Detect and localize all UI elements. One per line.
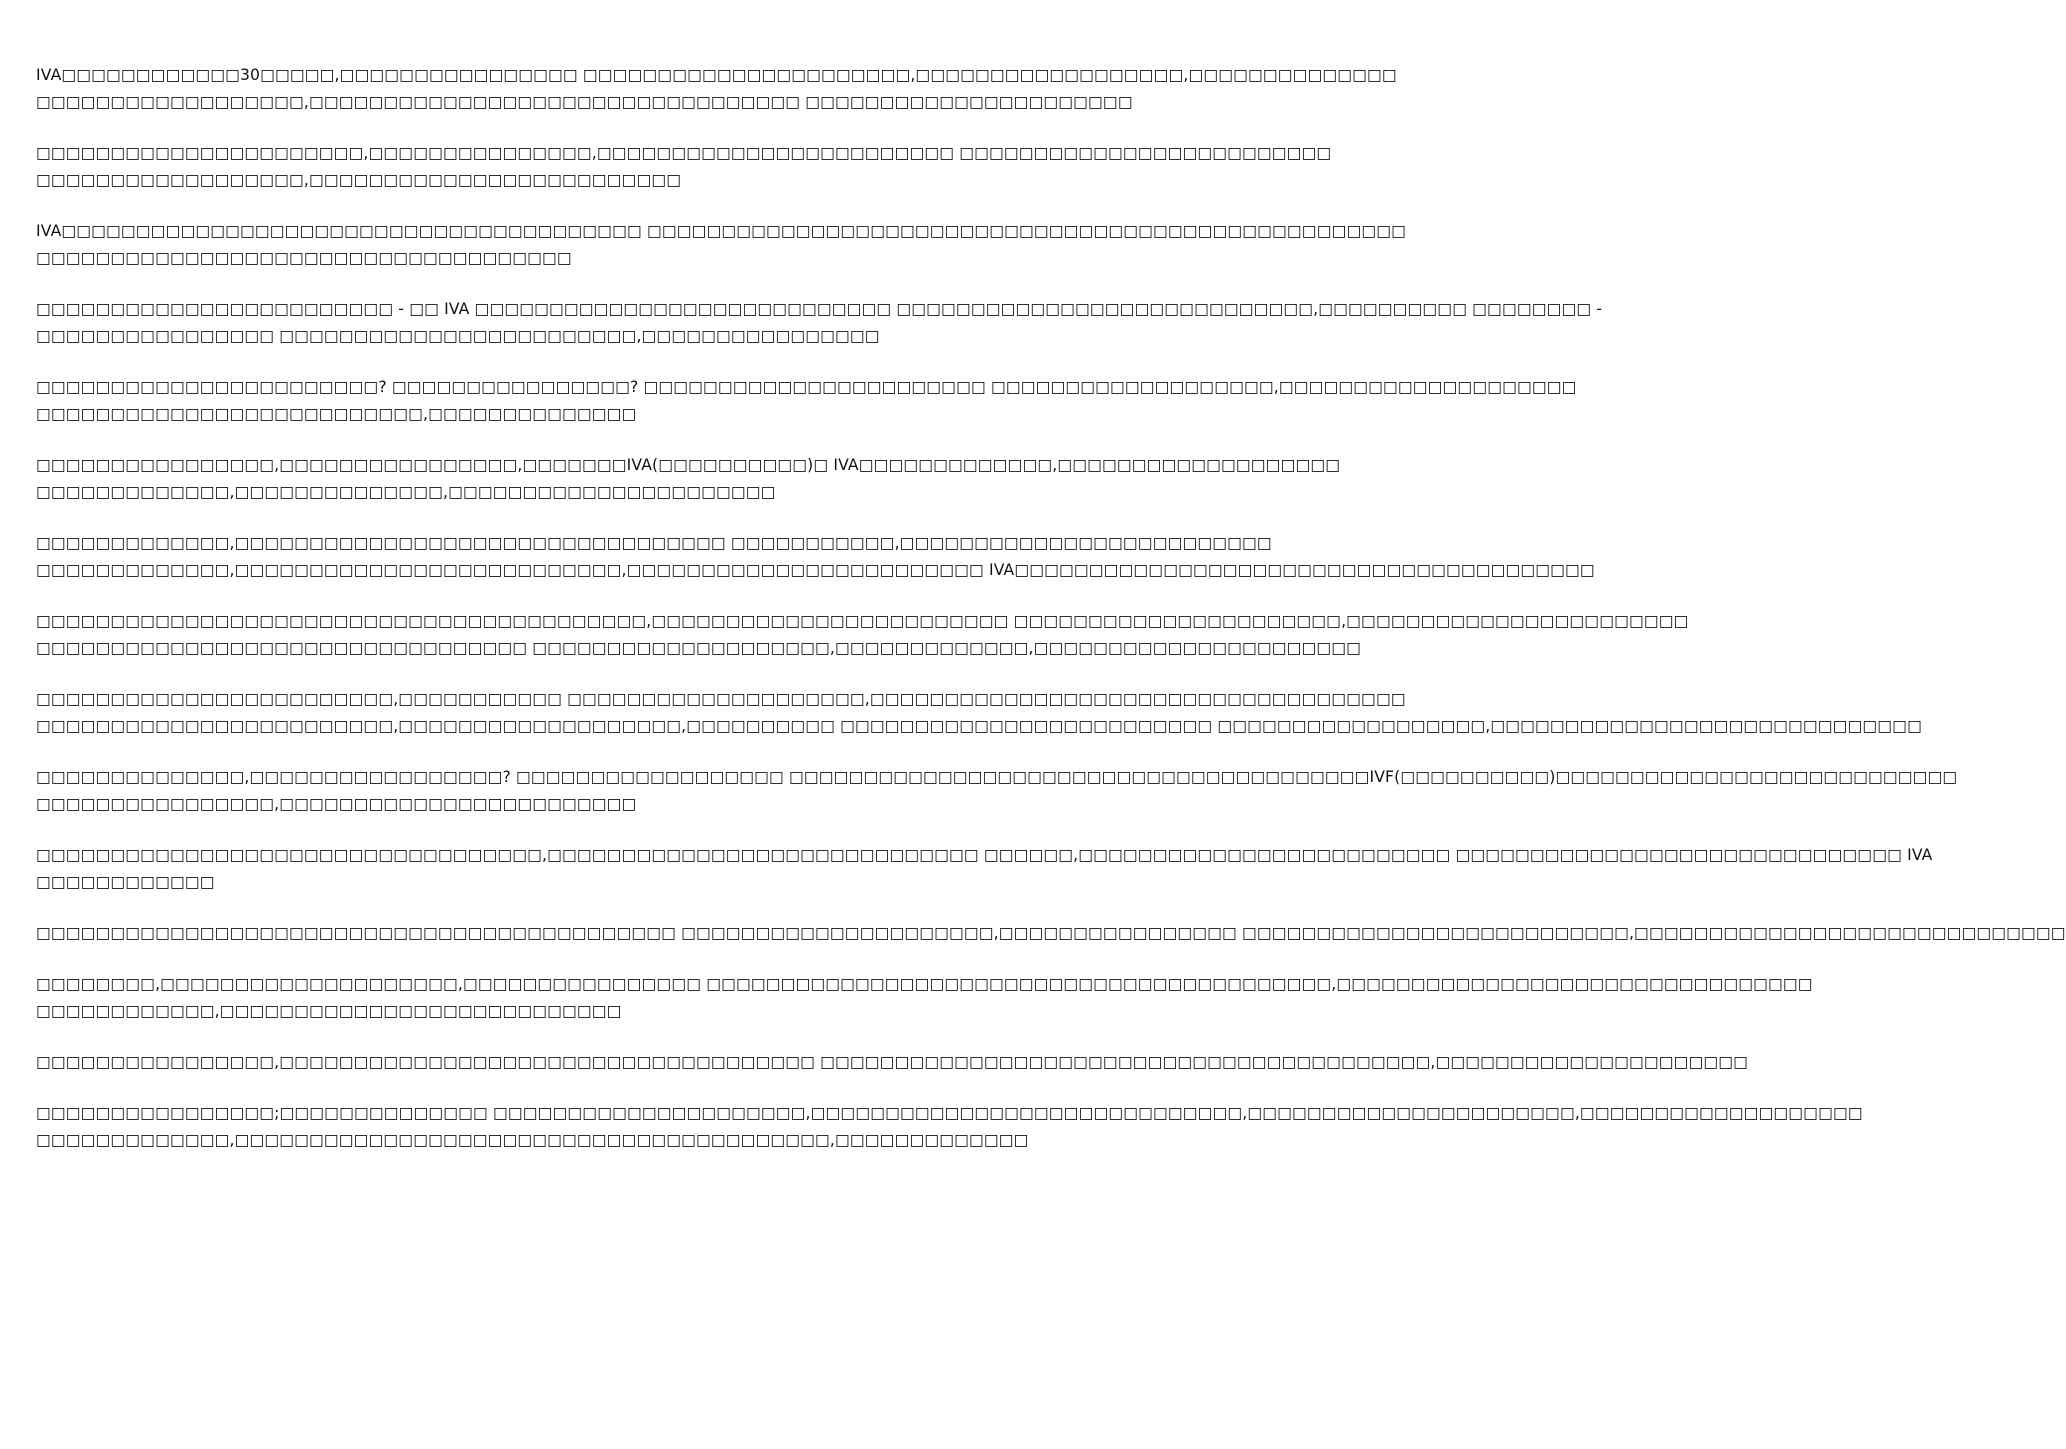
paragraph-6 (36, 452, 1341, 506)
paragraph-9 (36, 686, 1922, 740)
text-line: □□□□□□□□□□□□□□□□,□□□□□□□□□□□□□□□□□□□□□□□□ (36, 795, 637, 813)
paragraph-12 (36, 920, 2066, 947)
paragraph-8 (36, 608, 1689, 662)
text-line: IVA□□□□□□□□□□□□30□□□□□,□□□□□□□□□□□□□□□□ □□□□□□□□□□□□□□□□□□□□□□,□□□□□□□□□□□□□□□□□□,□□□□□□□□□□□□□□ (36, 66, 1397, 84)
text-line: □□□□□□□□□□□□□□□□□□□□□□□□□□□□□□□□□□□□□□□□□□□ □□□□□□□□□□□□□□□□□□□□□,□□□□□□□□□□□□□□□□ □□□□□□□□□□□□□□□□□□□□□□□□□□,□□□□□□□□□□□□□□□□□□□□□□□□□□□□□ (36, 924, 2066, 942)
paragraph-1 (36, 62, 1397, 116)
paragraph-3 (36, 218, 1406, 272)
text-line: □□□□□□□□□□□□□□□□□□□□□□□? □□□□□□□□□□□□□□□□? □□□□□□□□□□□□□□□□□□□□□□□ □□□□□□□□□□□□□□□□□□□,□□□□□□□□□□□□□□□□□□□□ (36, 378, 1577, 396)
paragraph-4 (36, 296, 1603, 350)
text-line: □□□□□□□□□□□□□□□□□□□□□□□□,□□□□□□□□□□□ □□□□□□□□□□□□□□□□□□□□,□□□□□□□□□□□□□□□□□□□□□□□□□□□□□□□□□□□□ (36, 690, 1406, 708)
text-line: □□□□□□□□□□□□□□□□□□□□□□□□,□□□□□□□□□□□□□□□□□□□,□□□□□□□□□□ □□□□□□□□□□□□□□□□□□□□□□□□□ □□□□□□□□□□□□□□□□□□,□□□□□□□□□□□□□□□□□□□□□□□□□□□□□ (36, 717, 1922, 735)
text-line: □□□□□□□□□□□□□□□□□□□□□□□□□□□□□□□□□□,□□□□□□□□□□□□□□□□□□□□□□□□□□□□□ □□□□□□,□□□□□□□□□□□□□□□□□□□□□□□□□ □□□□□□□□□□□□□□□□□□□□□□□□□□□□□□ IVA (36, 846, 1933, 864)
text-line: □□□□□□□□□□□□□,□□□□□□□□□□□□□□□□□□□□□□□□□□□□□□□□□□□□□□□□,□□□□□□□□□□□□□ (36, 1131, 1029, 1149)
text-line: □□□□□□□□□□□□□□□□□□□□□□,□□□□□□□□□□□□□□□,□□□□□□□□□□□□□□□□□□□□□□□□ □□□□□□□□□□□□□□□□□□□□□□□□□ (36, 144, 1332, 162)
text-line: □□□□□□□□□□□□,□□□□□□□□□□□□□□□□□□□□□□□□□□□ (36, 1002, 622, 1020)
text-line: □□□□□□□□,□□□□□□□□□□□□□□□□□□□□,□□□□□□□□□□□□□□□□ □□□□□□□□□□□□□□□□□□□□□□□□□□□□□□□□□□□□□□□□□□,□□□□□□□□□□□□□□□□□□□□□□□□□□□□□□□□ (36, 975, 1813, 993)
paragraph-11 (36, 842, 1933, 896)
text-line: □□□□□□□□□□□□□□□□;□□□□□□□□□□□□□□ □□□□□□□□□□□□□□□□□□□□□,□□□□□□□□□□□□□□□□□□□□□□□□□□□□□,□□□□□□□□□□□□□□□□□□□□□□,□□□□□□□□□□□□□□□□□□□ (36, 1104, 1863, 1122)
text-line: □□□□□□□□□□□□□□□□□□□□□□□□ - □□ IVA □□□□□□□□□□□□□□□□□□□□□□□□□□□□ □□□□□□□□□□□□□□□□□□□□□□□□□□□□,□□□□□□□□□□ □□□□□□□□ - (36, 300, 1603, 318)
paragraph-7 (36, 530, 1595, 584)
text-line: □□□□□□□□□□□□ (36, 873, 215, 891)
text-line: □□□□□□□□□□□□□□,□□□□□□□□□□□□□□□□□? □□□□□□□□□□□□□□□□□□ □□□□□□□□□□□□□□□□□□□□□□□□□□□□□□□□□□□□□□□IVF(□□□□□□□□□□)□□□□□□□□□□□□□□□□□□□□□□□□□□□ (36, 768, 1958, 786)
text-line: □□□□□□□□□□□□□,□□□□□□□□□□□□□□□□□□□□□□□□□□□□□□□□□ □□□□□□□□□□□,□□□□□□□□□□□□□□□□□□□□□□□□□ (36, 534, 1272, 552)
text-line: □□□□□□□□□□□□□□□□□□□□□□□□□□□□□□□□□ □□□□□□□□□□□□□□□□□□□□,□□□□□□□□□□□□□,□□□□□□□□□□□□□□□□□□□□□□ (36, 639, 1362, 657)
paragraph-13 (36, 971, 1813, 1025)
text-line: □□□□□□□□□□□□□□□□,□□□□□□□□□□□□□□□□□□□□□□□□□□□□□□□□□□□□ □□□□□□□□□□□□□□□□□□□□□□□□□□□□□□□□□□□□□□□□□,□□□□□□□□□□□□□□□□□□□□□ (36, 1053, 1749, 1071)
paragraph-2 (36, 140, 1332, 194)
text-line: □□□□□□□□□□□□□□□□,□□□□□□□□□□□□□□□□,□□□□□□□IVA(□□□□□□□□□□)□ IVA□□□□□□□□□□□□□,□□□□□□□□□□□□□□□□□□□ (36, 456, 1341, 474)
text-line: □□□□□□□□□□□□□,□□□□□□□□□□□□□□,□□□□□□□□□□□□□□□□□□□□□□ (36, 483, 776, 501)
text-line: □□□□□□□□□□□□□□□□ □□□□□□□□□□□□□□□□□□□□□□□□,□□□□□□□□□□□□□□□□ (36, 327, 880, 345)
text-line: □□□□□□□□□□□□□□□□□□,□□□□□□□□□□□□□□□□□□□□□□□□□□□□□□□□□ □□□□□□□□□□□□□□□□□□□□□□ (36, 93, 1133, 111)
text-line: □□□□□□□□□□□□□□□□□□□□□□□□□□□□□□□□□□□□□□□□□,□□□□□□□□□□□□□□□□□□□□□□□□ □□□□□□□□□□□□□□□□□□□□□□,□□□□□□□□□□□□□□□□□□□□□□□ (36, 612, 1689, 630)
paragraph-14 (36, 1049, 1749, 1076)
text-line: IVA□□□□□□□□□□□□□□□□□□□□□□□□□□□□□□□□□□□□□□□ □□□□□□□□□□□□□□□□□□□□□□□□□□□□□□□□□□□□□□□□□□□□□□□□□□□ (36, 222, 1406, 240)
paragraph-15 (36, 1100, 1863, 1154)
text-line: □□□□□□□□□□□□□□□□□□□□□□□□□□□□□□□□□□□□ (36, 249, 572, 267)
text-line: □□□□□□□□□□□□□□□□□□□□□□□□□□,□□□□□□□□□□□□□□ (36, 405, 637, 423)
paragraph-5 (36, 374, 1577, 428)
text-line: □□□□□□□□□□□□□□□□□□,□□□□□□□□□□□□□□□□□□□□□□□□□ (36, 171, 682, 189)
text-line: □□□□□□□□□□□□□,□□□□□□□□□□□□□□□□□□□□□□□□□□,□□□□□□□□□□□□□□□□□□□□□□□□ IVA□□□□□□□□□□□□□□□□□□□□□□□□□□□□□□□□□□□□□□□ (36, 561, 1595, 579)
document-body (36, 62, 2066, 1178)
paragraph-10 (36, 764, 1958, 818)
